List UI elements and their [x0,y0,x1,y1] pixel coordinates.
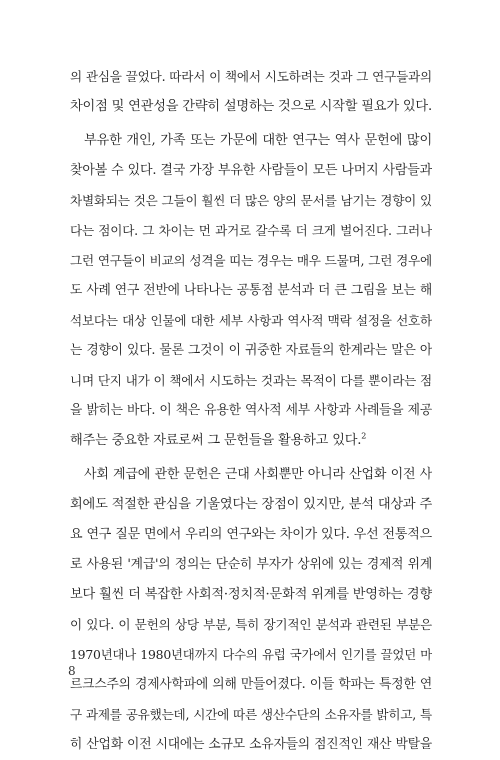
text-line: 르크스주의 경제사학파에 의해 만들어졌다. 이들 학파는 특정한 연 [70,677,432,692]
text-line: 차이점 및 연관성을 간략히 설명하는 것으로 시작할 필요가 있다. [70,99,432,114]
text-line: 부유한 개인, 가족 또는 가문에 대한 연구는 역사 문헌에 많이 [84,133,432,148]
text-line: 는 경향이 있다. 물론 그것이 이 귀중한 자료들의 한계라는 말은 아 [70,343,432,358]
text-line: 찾아볼 수 있다. 결국 가장 부유한 사람들이 모든 나머지 사람들과 [70,163,432,178]
page-number: 8 [68,664,76,678]
text-line: 히 산업화 이전 시대에는 소규모 소유자들의 점진적인 재산 박탈을 [70,737,432,752]
text-line: 이 있다. 이 문헌의 상당 부분, 특히 장기적인 분석과 관련된 부분은 [70,617,432,632]
text-line: 석보다는 대상 인물에 대한 세부 사항과 역사적 맥락 설정을 선호하 [70,313,432,328]
text-line: 의 관심을 끌었다. 따라서 이 책에서 시도하려는 것과 그 연구들과의 [70,69,432,84]
text-line-content: 해주는 중요한 자료로써 그 문헌들을 활용하고 있다. [70,433,362,448]
paragraph-3 [70,460,432,760]
text-line: 도 사례 연구 전반에 나타나는 공통점 분석과 더 큰 그림을 보는 해 [70,283,432,298]
text-line: 사회 계급에 관한 문헌은 근대 사회뿐만 아니라 산업화 이전 사 [84,467,432,482]
footnote-marker[interactable]: 2 [361,431,367,441]
text-line: 로 사용된 '계급'의 정의는 단순히 부자가 상위에 있는 경제적 위계 [70,557,432,572]
text-line: 구 과제를 공유했는데, 시간에 따른 생산수단의 소유자를 밝히고, 특 [70,707,432,722]
text-line: 차별화되는 것은 그들이 훨씬 더 많은 양의 문서를 남기는 경향이 있 [70,193,432,208]
paragraph-2 [70,126,432,456]
body-text [70,62,432,760]
text-line: 요 연구 질문 면에서 우리의 연구와는 차이가 있다. 우선 전통적으 [70,527,432,542]
text-line: 보다 훨씬 더 복잡한 사회적·정치적·문화적 위계를 반영하는 경향 [70,587,432,602]
paragraph-1 [70,62,432,122]
text-line [70,426,432,456]
text-line: 1970년대나 1980년대까지 다수의 유럽 국가에서 인기를 끌었던 마 [70,647,432,662]
text-line: 다는 점이다. 그 차이는 먼 과거로 갈수록 더 크게 벌어진다. 그러나 [70,223,432,238]
text-line: 그런 연구들이 비교의 성격을 띠는 경우는 매우 드물며, 그런 경우에 [70,253,432,268]
text-line: 회에도 적절한 관심을 기울였다는 장점이 있지만, 분석 대상과 주 [70,497,432,512]
text-line: 을 밝히는 바다. 이 책은 유용한 역사적 세부 사항과 사례들을 제공 [70,403,432,418]
text-line: 니며 단지 내가 이 책에서 시도하는 것과는 목적이 다를 뿐이라는 점 [70,373,432,388]
